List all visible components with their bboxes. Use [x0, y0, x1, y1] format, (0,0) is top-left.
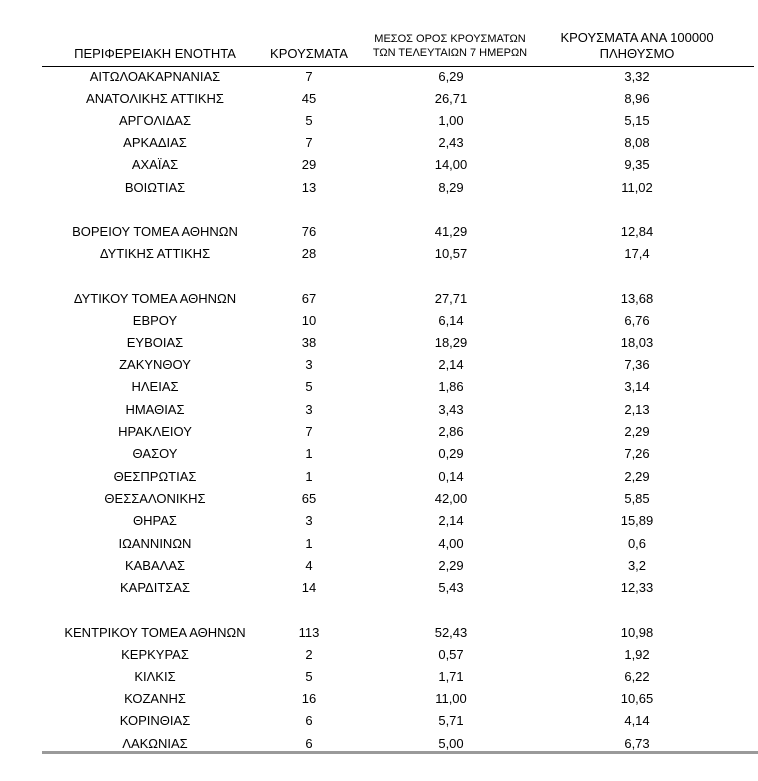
cell-cases: 2: [305, 647, 313, 662]
cell-region: ΗΛΕΙΑΣ: [131, 379, 179, 394]
cell-per100k: 6,22: [624, 669, 650, 684]
table-row: [0, 666, 758, 688]
cell-region: ΑΡΚΑΔΙΑΣ: [123, 135, 187, 150]
table-row: [0, 466, 758, 488]
cell-cases: 38: [301, 335, 317, 350]
table-row: [0, 354, 758, 376]
cell-cases: 45: [301, 91, 317, 106]
cell-cases: 13: [301, 180, 317, 195]
cell-cases: 113: [298, 625, 320, 640]
table-row: [0, 533, 758, 555]
table-row: [0, 577, 758, 599]
table-bottom-border: [42, 751, 758, 754]
cell-region: ΒΟΡΕΙΟΥ ΤΟΜΕΑ ΑΘΗΝΩΝ: [72, 224, 238, 239]
cell-avg7: 52,43: [434, 625, 468, 640]
cell-region: ΔΥΤΙΚΟΥ ΤΟΜΕΑ ΑΘΗΝΩΝ: [73, 291, 237, 306]
cell-cases: 7: [305, 424, 313, 439]
cell-cases: 1: [305, 536, 313, 551]
header-per100k-line2: ΠΛΗΘΥΣΜΟ: [599, 46, 675, 61]
cell-avg7: 0,14: [438, 469, 464, 484]
cell-region: ΘΕΣΠΡΩΤΙΑΣ: [113, 469, 197, 484]
cell-region: ΚΑΒΑΛΑΣ: [124, 558, 186, 573]
cell-per100k: 12,33: [620, 580, 654, 595]
cell-region: ΖΑΚΥΝΘΟΥ: [119, 357, 191, 372]
cell-cases: 28: [301, 246, 317, 261]
cell-region: ΔΥΤΙΚΗΣ ΑΤΤΙΚΗΣ: [99, 246, 211, 261]
cell-per100k: 10,98: [620, 625, 654, 640]
header-region: ΠΕΡΙΦΕΡΕΙΑΚΗ ΕΝΟΤΗΤΑ: [74, 46, 236, 61]
cell-region: ΚΙΛΚΙΣ: [134, 669, 176, 684]
cell-region: ΑΡΓΟΛΙΔΑΣ: [118, 113, 192, 128]
header-per100k-line1: ΚΡΟΥΣΜΑΤΑ ΑΝΑ 100000: [560, 30, 714, 45]
cell-cases: 16: [301, 691, 317, 706]
table-row: [0, 510, 758, 532]
cell-region: ΒΟΙΩΤΙΑΣ: [124, 180, 186, 195]
cell-cases: 3: [305, 513, 313, 528]
cell-avg7: 5,71: [438, 713, 464, 728]
cell-cases: 5: [305, 113, 313, 128]
table-row: [0, 221, 758, 243]
cell-cases: 6: [305, 713, 313, 728]
cell-per100k: 15,89: [620, 513, 654, 528]
table-row: [0, 688, 758, 710]
cell-per100k: 2,29: [624, 424, 650, 439]
cell-region: ΚΕΝΤΡΙΚΟΥ ΤΟΜΕΑ ΑΘΗΝΩΝ: [64, 625, 246, 640]
cell-per100k: 11,02: [621, 180, 653, 195]
cell-avg7: 2,14: [438, 513, 464, 528]
cell-per100k: 1,92: [624, 647, 650, 662]
cell-per100k: 7,36: [624, 357, 650, 372]
cell-avg7: 26,71: [434, 91, 468, 106]
cell-region: ΙΩΑΝΝΙΝΩΝ: [118, 536, 192, 551]
cell-cases: 29: [301, 157, 317, 172]
cell-per100k: 3,14: [624, 379, 650, 394]
cell-avg7: 14,00: [434, 157, 468, 172]
cell-per100k: 2,13: [624, 402, 650, 417]
cell-per100k: 6,76: [624, 313, 650, 328]
cell-avg7: 8,29: [438, 180, 464, 195]
cell-avg7: 6,29: [438, 69, 464, 84]
table-row: [0, 177, 758, 199]
cell-avg7: 2,43: [438, 135, 464, 150]
cell-avg7: 1,71: [438, 669, 464, 684]
cell-avg7: 1,86: [438, 379, 464, 394]
table-row: [0, 399, 758, 421]
table-row: [0, 443, 758, 465]
cell-avg7: 41,29: [434, 224, 468, 239]
table-row: [0, 644, 758, 666]
cell-avg7: 3,43: [438, 402, 464, 417]
cell-avg7: 6,14: [438, 313, 464, 328]
cell-avg7: 4,00: [438, 536, 464, 551]
cell-avg7: 0,57: [438, 647, 464, 662]
table-row: [0, 421, 758, 443]
table-row: [0, 376, 758, 398]
cell-avg7: 2,29: [438, 558, 464, 573]
cell-per100k: 8,08: [624, 135, 650, 150]
table-row: [0, 710, 758, 732]
cell-region: ΑΧΑΪΑΣ: [131, 157, 179, 172]
cell-per100k: 13,68: [620, 291, 654, 306]
cell-avg7: 2,14: [438, 357, 464, 372]
cell-avg7: 10,57: [434, 246, 468, 261]
table-row: [0, 110, 758, 132]
cell-region: ΘΑΣΟΥ: [132, 446, 178, 461]
cell-per100k: 12,84: [620, 224, 654, 239]
table-row: [0, 132, 758, 154]
cell-region: ΕΥΒΟΙΑΣ: [126, 335, 184, 350]
table-row: [0, 555, 758, 577]
table-row: [0, 66, 758, 88]
cell-region: ΗΜΑΘΙΑΣ: [125, 402, 185, 417]
cell-cases: 4: [305, 558, 313, 573]
cell-avg7: 42,00: [434, 491, 468, 506]
table-row: [0, 154, 758, 176]
cell-region: ΑΙΤΩΛΟΑΚΑΡΝΑΝΙΑΣ: [89, 69, 221, 84]
cell-per100k: 2,29: [624, 469, 650, 484]
cell-per100k: 3,2: [627, 558, 647, 573]
cell-cases: 76: [301, 224, 317, 239]
cell-region: ΗΡΑΚΛΕΙΟΥ: [118, 424, 192, 439]
cell-per100k: 8,96: [624, 91, 650, 106]
cell-cases: 6: [305, 736, 313, 751]
cell-cases: 10: [301, 313, 317, 328]
cell-cases: 5: [305, 669, 313, 684]
cell-region: ΚΕΡΚΥΡΑΣ: [121, 647, 189, 662]
cell-per100k: 5,15: [624, 113, 650, 128]
header-avg7-line1: ΜΕΣΟΣ ΟΡΟΣ ΚΡΟΥΣΜΑΤΩΝ: [374, 33, 526, 45]
cell-per100k: 9,35: [624, 157, 650, 172]
cell-cases: 1: [305, 469, 313, 484]
table-row: [0, 243, 758, 265]
cell-per100k: 10,65: [620, 691, 654, 706]
cell-per100k: 6,73: [624, 736, 650, 751]
cell-cases: 65: [301, 491, 317, 506]
cell-region: ΘΗΡΑΣ: [133, 513, 177, 528]
cell-per100k: 4,14: [624, 713, 650, 728]
cell-avg7: 2,86: [438, 424, 464, 439]
cell-per100k: 0,6: [627, 536, 647, 551]
cell-per100k: 5,85: [624, 491, 650, 506]
table-row: [0, 310, 758, 332]
cell-region: ΛΑΚΩΝΙΑΣ: [122, 736, 188, 751]
cell-avg7: 27,71: [434, 291, 468, 306]
cell-cases: 1: [305, 446, 313, 461]
cell-avg7: 11,00: [435, 691, 467, 706]
table-row: [0, 488, 758, 510]
cell-avg7: 5,00: [438, 736, 464, 751]
cell-cases: 3: [305, 402, 313, 417]
cell-region: ΘΕΣΣΑΛΟΝΙΚΗΣ: [104, 491, 206, 506]
table-row: [0, 88, 758, 110]
cell-avg7: 5,43: [438, 580, 464, 595]
cell-per100k: 17,4: [624, 246, 650, 261]
cell-region: ΚΑΡΔΙΤΣΑΣ: [119, 580, 191, 595]
table-row: [0, 288, 758, 310]
cell-cases: 5: [305, 379, 313, 394]
cell-per100k: 18,03: [620, 335, 654, 350]
cell-cases: 7: [305, 69, 313, 84]
cell-cases: 14: [301, 580, 317, 595]
cell-region: ΕΒΡΟΥ: [132, 313, 178, 328]
table-row: [0, 622, 758, 644]
cell-cases: 3: [305, 357, 313, 372]
header-avg7-line2: ΤΩΝ ΤΕΛΕΥΤΑΙΩΝ 7 ΗΜΕΡΩΝ: [372, 47, 528, 59]
cell-avg7: 1,00: [438, 113, 464, 128]
cell-region: ΑΝΑΤΟΛΙΚΗΣ ΑΤΤΙΚΗΣ: [86, 91, 224, 106]
cell-region: ΚΟΖΑΝΗΣ: [124, 691, 186, 706]
cell-cases: 67: [301, 291, 317, 306]
header-cases: ΚΡΟΥΣΜΑΤΑ: [270, 46, 348, 61]
cell-cases: 7: [305, 135, 313, 150]
table-row: [0, 332, 758, 354]
cell-avg7: 0,29: [438, 446, 464, 461]
cell-per100k: 3,32: [624, 69, 650, 84]
cell-region: ΚΟΡΙΝΘΙΑΣ: [119, 713, 191, 728]
cell-per100k: 7,26: [624, 446, 650, 461]
cell-avg7: 18,29: [434, 335, 468, 350]
